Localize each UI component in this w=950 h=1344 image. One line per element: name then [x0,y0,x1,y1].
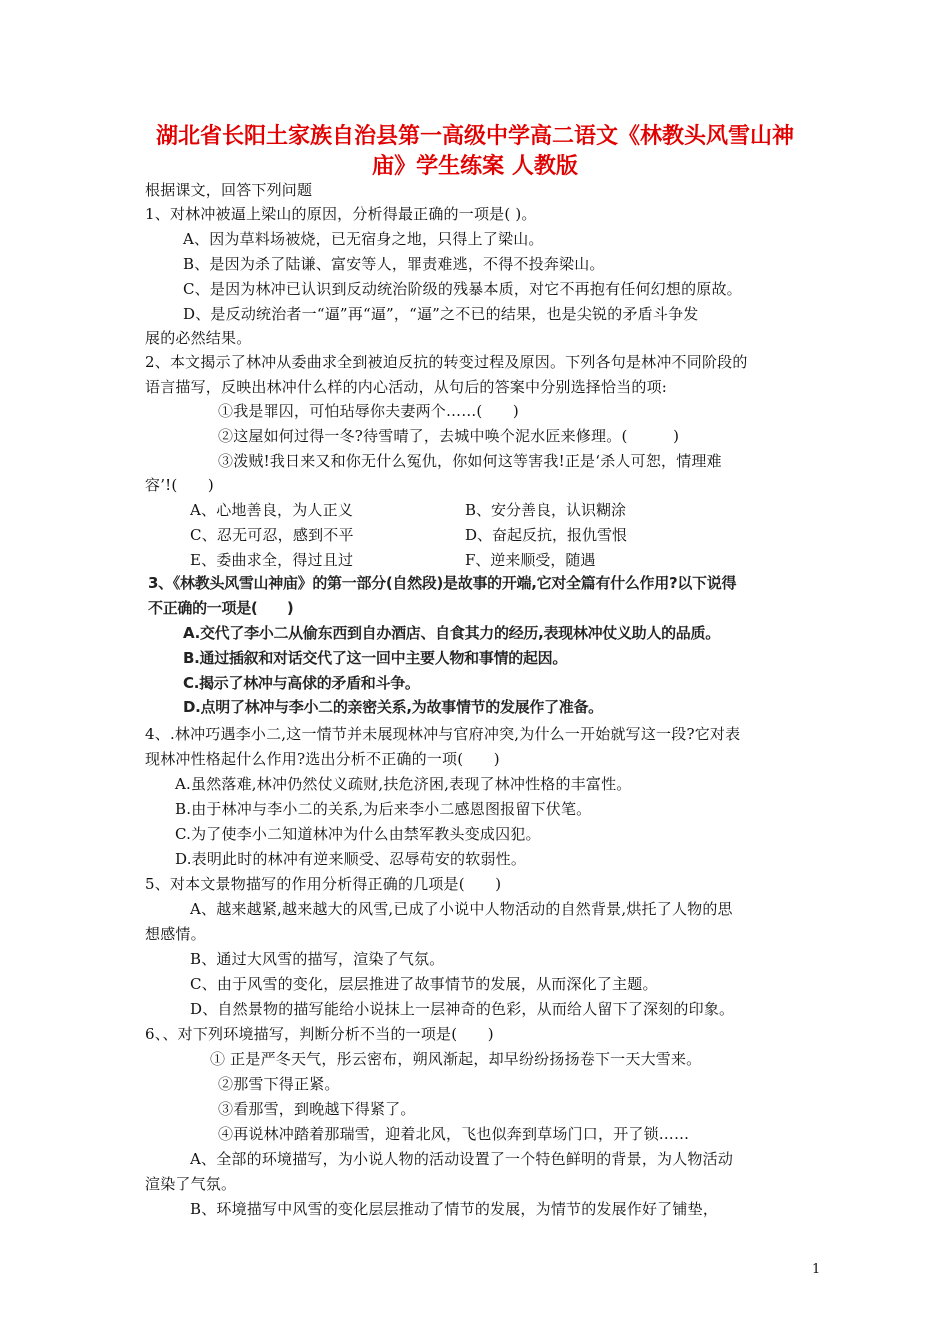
q2-option-d: D、奋起反抗，报仇雪恨 [465,526,628,544]
q6-sentence-3: ③看那雪，到晚越下得紧了。 [218,1100,416,1118]
q4-stem-line2: 现林冲性格起什么作用?选出分析不正确的一项( ) [145,750,500,768]
q1-option-d-line2: 展的必然结果。 [145,329,252,347]
q2-sentence-3-line2: 容’!( ) [145,476,214,494]
intro-text: 根据课文，回答下列问题 [145,181,313,199]
q4-option-b: B.由于林冲与李小二的关系,为后来李小二感恩图报留下伏笔。 [175,800,592,818]
q6-sentence-2: ②那雪下得正紧。 [218,1075,340,1093]
q3-option-b: B.通过插叙和对话交代了这一回中主要人物和事情的起因。 [183,649,568,667]
q6-stem: 6、、对下列环境描写，判断分析不当的一项是( ) [145,1025,494,1043]
q2-option-a: A、心地善良，为人正义 [190,501,354,519]
q2-stem-line2: 语言描写，反映出林冲什么样的内心活动，从句后的答案中分别选择恰当的项: [145,378,668,396]
q3-option-c: C.揭示了林冲与高俅的矛盾和斗争。 [183,674,420,692]
q1-stem: 1、对林冲被逼上梁山的原因，分析得最正确的一项是( )。 [145,205,537,223]
q3-option-a: A.交代了李小二从偷东西到自办酒店、自食其力的经历,表现林冲仗义助人的品质。 [183,624,720,642]
q4-option-d: D.表明此时的林冲有逆来顺受、忍辱苟安的软弱性。 [175,850,527,868]
q6-sentence-4: ④再说林冲踏着那瑞雪，迎着北风，飞也似奔到草场门口，开了锁…… [218,1125,690,1143]
q4-option-a: A.虽然落难,林冲仍然仗义疏财,扶危济困,表现了林冲性格的丰富性。 [175,775,632,793]
q1-option-d-line1: D、是反动统治者一“逼”再“逼”，“逼”之不已的结果，也是尖锐的矛盾斗争发 [183,305,699,323]
q6-option-b: B、环境描写中风雪的变化层层推动了情节的发展，为情节的发展作好了铺垫， [190,1200,719,1218]
q2-option-c: C、忍无可忍，感到不平 [190,526,354,544]
q6-option-a-line2: 渲染了气氛。 [145,1175,237,1193]
q3-stem-line1: 3、《林教头风雪山神庙》的第一部分(自然段)是故事的开端,它对全篇有什么作用?以下说得 [148,574,737,592]
q2-stem-line1: 2、本文揭示了林冲从委曲求全到被迫反抗的转变过程及原因。下列各句是林冲不同阶段的 [145,353,748,371]
q1-option-b: B、是因为杀了陆谦、富安等人，罪责难逃，不得不投奔梁山。 [183,255,605,273]
q5-option-d: D、自然景物的描写能给小说抹上一层神奇的色彩，从而给人留下了深刻的印象。 [190,1000,735,1018]
q2-option-e: E、委曲求全，得过且过 [190,551,354,569]
q3-stem-line2: 不正确的一项是( ) [148,599,294,617]
page-number: 1 [812,1262,821,1277]
q5-option-a-line1: A、越来越紧,越来越大的风雪,已成了小说中人物活动的自然背景,烘托了人物的思 [190,900,733,918]
q6-sentence-1: ① 正是严冬天气，彤云密布，朔风渐起，却早纷纷扬扬卷下一天大雪来。 [210,1050,702,1068]
q5-option-c: C、由于风雪的变化，层层推进了故事情节的发展，从而深化了主题。 [190,975,658,993]
q5-option-b: B、通过大风雪的描写，渲染了气氛。 [190,950,445,968]
document-title [130,122,820,182]
q5-stem: 5、对本文景物描写的作用分析得正确的几项是( ) [145,875,502,893]
q5-option-a-line2: 想感情。 [145,925,206,943]
q3-option-d: D.点明了林冲与李小二的亲密关系,为故事情节的发展作了准备。 [183,698,603,716]
q2-sentence-2: ②这屋如何过得一冬?待雪晴了，去城中唤个泥水匠来修理。( ) [218,427,680,445]
q2-sentence-3-line1: ③泼贼!我日来又和你无什么冤仇，你如何这等害我!正是‘杀人可恕，情理难 [218,452,722,470]
q1-option-a: A、因为草料场被烧，已无宿身之地，只得上了梁山。 [183,230,544,248]
title-line-1: 湖北省长阳土家族自治县第一高级中学高二语文《林教头风雪山神 [155,124,794,149]
q2-option-b: B、安分善良，认识糊涂 [465,501,627,519]
q1-option-c: C、是因为林冲已认识到反动统治阶级的残暴本质，对它不再抱有任何幻想的原故。 [183,280,742,298]
q4-option-c: C.为了使李小二知道林冲为什么由禁军教头变成囚犯。 [175,825,541,843]
title-line-2: 庙》学生练案 人教版 [372,154,578,179]
q2-option-f: F、逆来顺受，随遇 [465,551,596,569]
q4-stem-line1: 4、.林冲巧遇李小二,这一情节并未展现林冲与官府冲突,为什么一开始就写这一段?它对表 [145,725,741,743]
q2-sentence-1: ①我是罪囚，可怕玷辱你夫妻两个……( ) [218,402,519,420]
q6-option-a-line1: A、全部的环境描写，为小说人物的活动设置了一个特色鲜明的背景，为人物活动 [190,1150,734,1168]
